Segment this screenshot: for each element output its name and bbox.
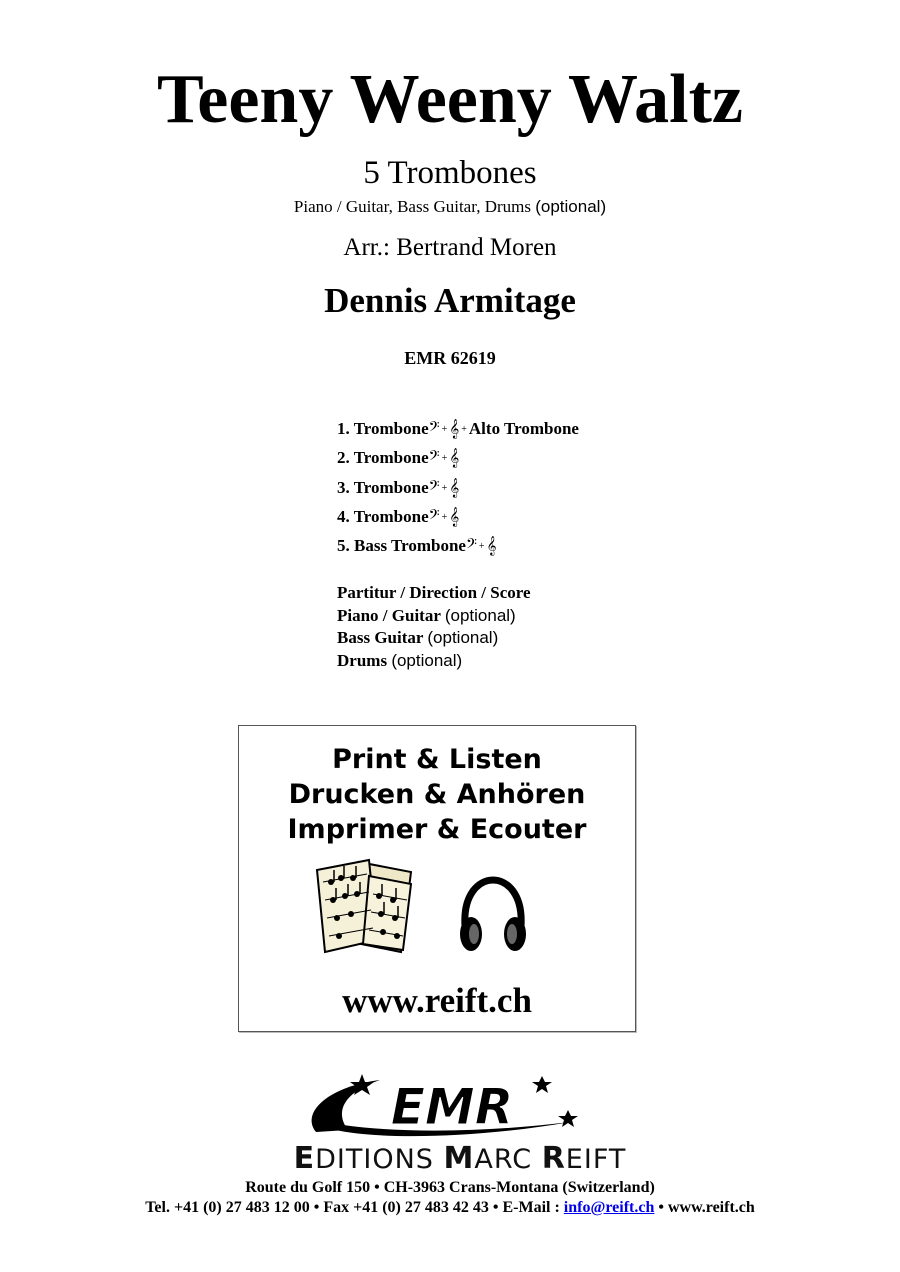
publisher-name-rest: EIFT [565, 1144, 627, 1175]
bass-clef-icon: 𝄢 [428, 419, 440, 439]
instrumentation [0, 196, 900, 218]
list-item [337, 605, 757, 628]
plus-sign: + [441, 424, 448, 435]
promo-url[interactable]: www.reift.ch [342, 981, 532, 1020]
part-label: 5. Bass Trombone [337, 536, 466, 556]
headphones-icon [457, 876, 529, 956]
list-item [337, 627, 757, 650]
extra-label: Piano / Guitar [337, 605, 441, 625]
bass-clef-icon: 𝄢 [465, 536, 477, 557]
list-item [337, 650, 757, 673]
logo-text: EMR [390, 1078, 514, 1136]
list-item [337, 582, 757, 605]
print-listen-box[interactable] [238, 725, 636, 1032]
plus-sign: + [478, 541, 485, 553]
list-item [337, 416, 757, 445]
composer: Dennis Armitage [324, 281, 576, 320]
promo-line-en: Print & Listen [332, 744, 542, 775]
bass-clef-icon: 𝄢 [428, 506, 440, 527]
publisher-name-rest: ARC [474, 1144, 542, 1175]
parts-list [337, 416, 757, 562]
treble-clef-icon: 𝄞 [449, 448, 460, 469]
publisher-name [240, 1141, 680, 1176]
publisher-name-cap: E [293, 1141, 316, 1176]
promo-line-de: Drucken & Anhören [288, 779, 586, 810]
extra-optional: (optional) [444, 605, 516, 625]
promo-line-fr: Imprimer & Ecouter [287, 814, 587, 845]
arranger: Arr.: Bertrand Moren [343, 234, 557, 261]
publisher-name-cap: R [541, 1141, 566, 1176]
instrumentation-optional: (optional) [535, 197, 607, 216]
treble-clef-icon: 𝄞 [449, 506, 460, 527]
catalog-number: EMR 62619 [404, 348, 496, 368]
extra-label: Bass Guitar [337, 628, 424, 647]
treble-clef-icon: 𝄞 [449, 477, 460, 498]
extra-optional: (optional) [427, 628, 499, 647]
instrumentation-main: Piano / Guitar, Bass Guitar, Drums [293, 197, 531, 216]
extra-optional: (optional) [391, 650, 463, 670]
part-label: 4. Trombone [337, 506, 429, 526]
sheet-music-icon [311, 856, 441, 956]
part-label: 2. Trombone [337, 448, 429, 468]
publisher-logo [240, 1072, 680, 1176]
publisher-name-cap: M [443, 1141, 475, 1176]
treble-clef-icon: 𝄞 [486, 536, 497, 557]
extra-parts-list [337, 582, 757, 672]
publisher-contact [0, 1198, 900, 1218]
bass-clef-icon: 𝄢 [428, 448, 440, 469]
extra-label: Partitur / Direction / Score [337, 583, 531, 602]
email-link[interactable]: info@reift.ch [563, 1199, 655, 1216]
plus-sign: + [441, 482, 448, 494]
extra-label: Drums [337, 650, 388, 670]
subtitle: 5 Trombones [363, 155, 537, 191]
treble-clef-icon: 𝄞 [449, 419, 460, 439]
publisher-address: Route du Golf 150 • CH-3963 Crans-Montana (Switzerland) [245, 1179, 655, 1196]
list-item [337, 445, 757, 474]
contact-website: • www.reift.ch [654, 1199, 755, 1216]
part-suffix: Alto Trombone [468, 419, 579, 438]
list-item [337, 533, 757, 562]
part-label: 3. Trombone [337, 477, 429, 497]
list-item [337, 475, 757, 504]
plus-sign: + [441, 511, 448, 523]
publisher-name-rest: DITIONS [315, 1144, 444, 1175]
emr-logo-mark [240, 1072, 680, 1144]
bass-clef-icon: 𝄢 [428, 477, 440, 498]
page-title: Teeny Weeny Waltz [157, 61, 743, 138]
contact-phone-fax: Tel. +41 (0) 27 483 12 00 • Fax +41 (0) 27 483 42 43 • E-Mail : [145, 1199, 564, 1216]
plus-sign: + [461, 424, 467, 435]
plus-sign: + [441, 453, 448, 465]
part-label: 1. Trombone [337, 419, 429, 438]
list-item [337, 504, 757, 533]
